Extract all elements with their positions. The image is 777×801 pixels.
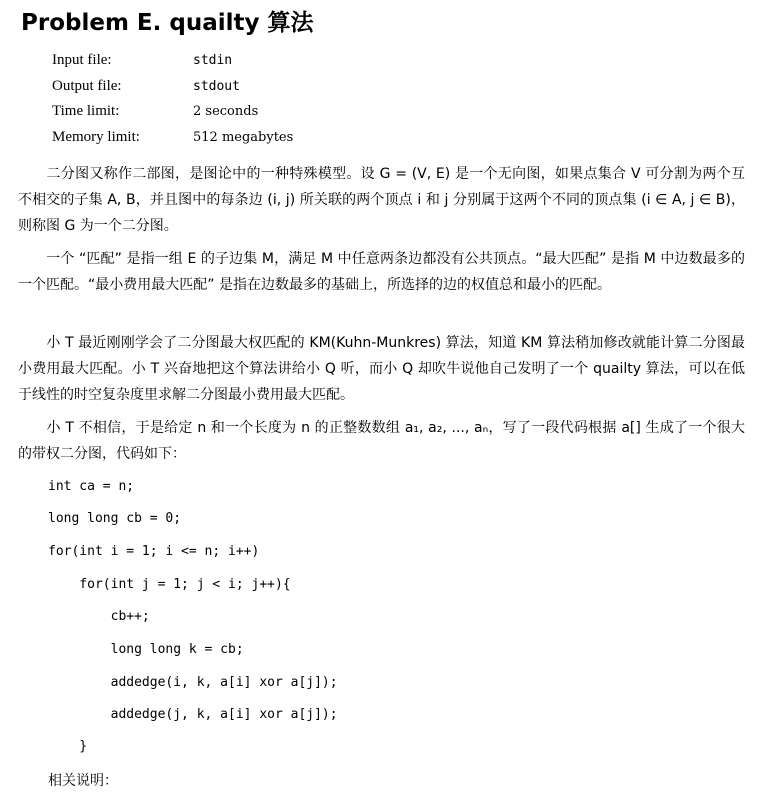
related-notes-heading: 相关说明：	[48, 773, 118, 789]
output-file-value: stdout	[193, 78, 240, 94]
time-limit-value: 2 seconds	[193, 104, 259, 119]
time-limit-row	[52, 101, 293, 127]
code-line: long long k = cb;	[48, 642, 244, 657]
problem-limits	[52, 50, 293, 152]
code-line: addedge(j, k, a[i] xor a[j]);	[48, 707, 338, 722]
input-file-row	[52, 50, 293, 76]
output-file-label: Output file:	[52, 77, 122, 94]
code-line: cb++;	[48, 609, 150, 624]
memory-limit-row	[52, 127, 293, 153]
code-line: for(int i = 1; i <= n; i++)	[48, 544, 260, 559]
time-limit-label: Time limit:	[52, 103, 120, 119]
paragraph-bipartite-definition: 二分图又称作二部图，是图论中的一种特殊模型。设 G = (V, E) 是一个无向图，如果点集合 V 可分割为两个互不相交的子集 A, B，并且图中的每条边 (i, j) 所关联的两个顶点 i 和 j 分别属于这两个不同的顶点集 (i ∈ A, j ∈ B)，则称图 G 为一个二分图。	[18, 166, 745, 234]
code-line: int ca = n;	[48, 479, 135, 494]
input-file-label: Input file:	[52, 52, 112, 68]
output-file-row	[52, 76, 293, 102]
memory-limit-value: 512 megabytes	[193, 129, 294, 145]
code-line: }	[48, 739, 88, 754]
problem-title: Problem E. quailty 算法	[21, 10, 314, 36]
code-line: addedge(i, k, a[i] xor a[j]);	[48, 675, 338, 690]
paragraph-matching-definition: 一个 “匹配” 是指一组 E 的子边集 M，满足 M 中任意两条边都没有公共顶点。“最大匹配” 是指 M 中边数最多的一个匹配。“最小费用最大匹配” 是指在边数最多的基础上，所选择的边的权值总和最小的匹配。	[18, 251, 745, 293]
memory-limit-label: Memory limit:	[52, 128, 140, 145]
code-line: long long cb = 0;	[48, 511, 182, 526]
paragraph-km-algorithm: 小 T 最近刚刚学会了二分图最大权匹配的 KM(Kuhn-Munkres) 算法，知道 KM 算法稍加修改就能计算二分图最小费用最大匹配。小 T 兴奋地把这个算法讲给小 Q 听，而小 Q 却吹牛说他自己发明了一个 quailty 算法，可以在低于线性的时空复杂度里求解二分图最小费用最大匹配。	[18, 335, 745, 403]
code-line: for(int j = 1; j < i; j++){	[48, 577, 291, 592]
paragraph-graph-generation: 小 T 不相信，于是给定 n 和一个长度为 n 的正整数数组 a₁, a₂, ..., aₙ，写了一段代码根据 a[] 生成了一个很大的带权二分图，代码如下：	[18, 420, 745, 462]
input-file-value: stdin	[193, 53, 233, 68]
